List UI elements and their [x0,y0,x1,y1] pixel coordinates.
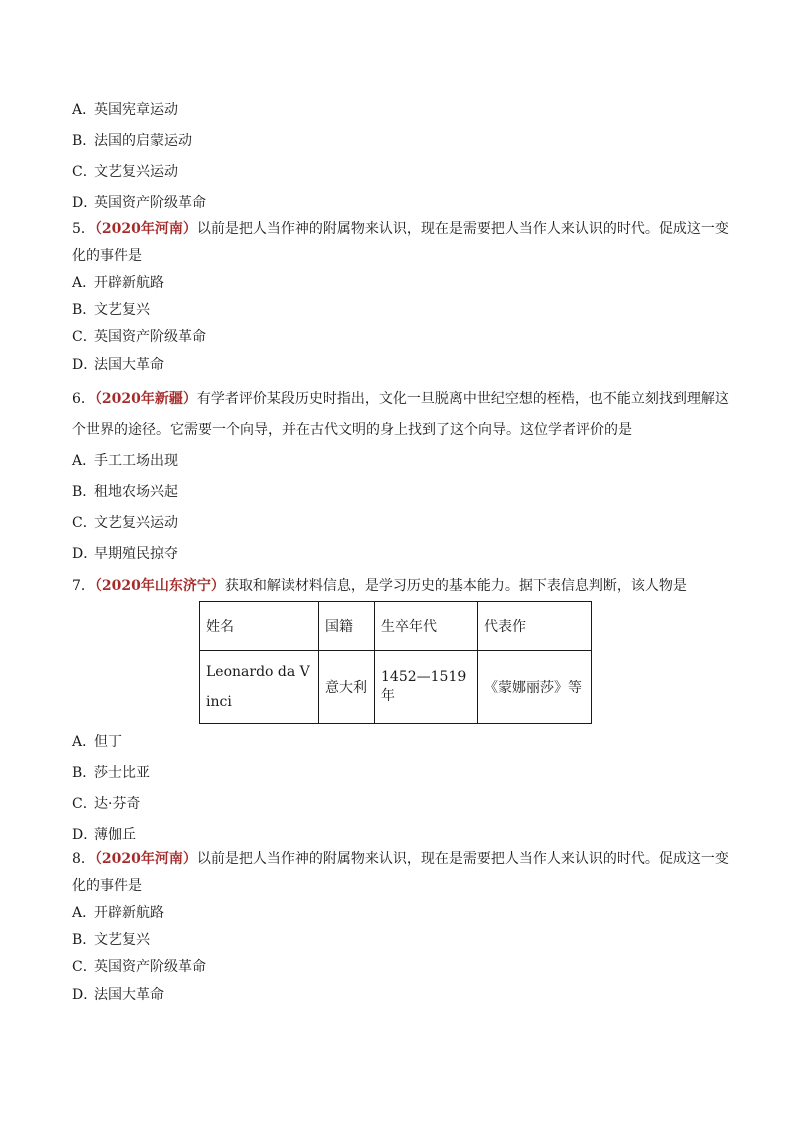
question-5-stem: 5．（2020年河南）以前是把人当作神的附属物来认识，现在是需要把人当作人来认识的时代。促成这一变 [72,221,729,237]
option-c: C．英国资产阶级革命 [72,329,206,345]
table-row [200,651,592,724]
option-c: C．文艺复兴运动 [72,164,178,180]
option-d: D．法国大革命 [72,357,164,373]
table-header-cell: 生卒年代 [375,602,478,651]
question-source: （2020年山东济宁） [94,578,225,594]
option-c: C．达·芬奇 [72,796,141,812]
option-a: A．开辟新航路 [72,905,164,921]
question-source: （2020年河南） [94,221,197,237]
question-source: （2020年新疆） [94,391,197,407]
option-a: A．但丁 [72,734,122,750]
table-header-row [200,602,592,651]
option-b: B．租地农场兴起 [72,484,178,500]
option-b: B．法国的启蒙运动 [72,133,192,149]
option-c: C．英国资产阶级革命 [72,959,206,975]
table-cell-nationality: 意大利 [319,651,375,724]
option-d: D．法国大革命 [72,987,164,1003]
question-6-stem-cont: 个世界的途径。它需要一个向导，并在古代文明的身上找到了这个向导。这位学者评价的是 [72,422,632,438]
option-d: D．英国资产阶级革命 [72,195,206,211]
question-8-stem-cont: 化的事件是 [72,878,142,894]
question-6-stem: 6．（2020年新疆）有学者评价某段历史时指出，文化一旦脱离中世纪空想的桎梏，也不能立刻找到理解这 [72,391,729,407]
question-source: （2020年河南） [94,851,197,867]
option-b: B．文艺复兴 [72,932,150,948]
option-b: B．文艺复兴 [72,302,150,318]
option-c: C．文艺复兴运动 [72,515,178,531]
option-b: B．莎士比亚 [72,765,150,781]
table-header-cell: 代表作 [478,602,592,651]
option-d: D．薄伽丘 [72,827,136,843]
question-5-stem-cont: 化的事件是 [72,248,142,264]
table-header-cell: 姓名 [200,602,319,651]
table-header-cell: 国籍 [319,602,375,651]
option-a: A．开辟新航路 [72,275,164,291]
option-a: A．手工工场出现 [72,453,178,469]
option-a: A．英国宪章运动 [72,102,178,118]
question-8-stem: 8．（2020年河南）以前是把人当作神的附属物来认识，现在是需要把人当作人来认识的时代。促成这一变 [72,851,729,867]
table-cell-works: 《蒙娜丽莎》等 [478,651,592,724]
table-cell-years: 1452—1519 年 [375,651,478,724]
question-7-stem: 7．（2020年山东济宁）获取和解读材料信息，是学习历史的基本能力。据下表信息判断，该人物是 [72,578,687,594]
table-cell-name: Leonardo da Vinci [200,651,319,724]
info-table [199,601,592,724]
option-d: D．早期殖民掠夺 [72,546,178,562]
